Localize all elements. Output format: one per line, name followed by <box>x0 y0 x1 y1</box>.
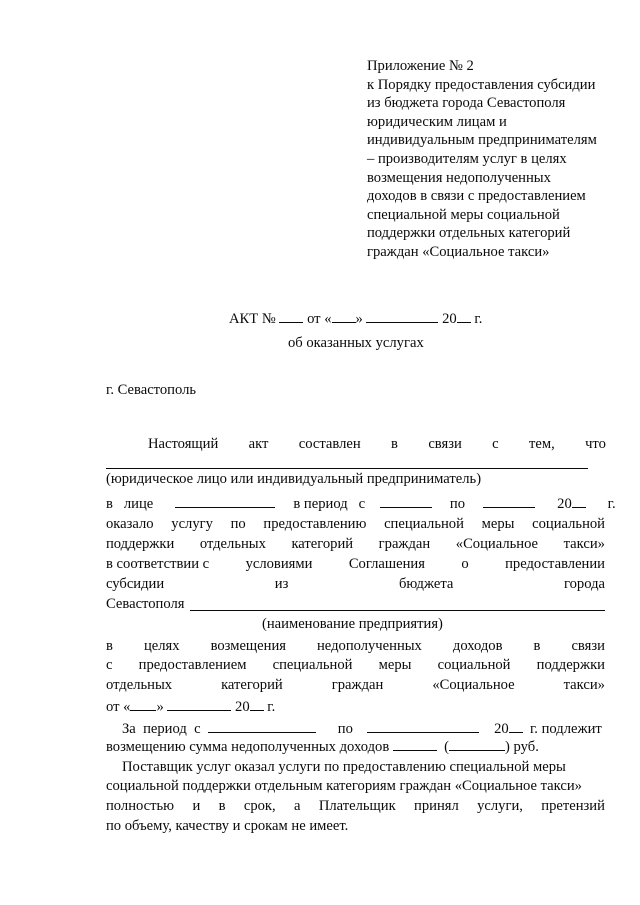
word: связи <box>571 638 605 654</box>
row-period <box>122 719 602 738</box>
period-from-blank <box>380 494 432 508</box>
word: в <box>106 496 113 512</box>
act-title-prefix: АКТ № <box>229 311 276 327</box>
row-provision <box>106 657 605 674</box>
row-subsidy <box>106 576 605 593</box>
word: субсидии <box>106 576 165 592</box>
word: в период <box>293 496 348 512</box>
appendix-line: Приложение № 2 <box>367 58 474 74</box>
word: 20 <box>235 699 250 715</box>
enterprise-label: (наименование предприятия) <box>262 616 443 632</box>
row-service <box>106 516 605 533</box>
word: бюджета <box>398 576 454 592</box>
word: города <box>563 576 605 592</box>
day-blank <box>130 697 156 711</box>
row-support <box>106 536 605 553</box>
entity-blank-line <box>106 468 588 469</box>
word: акт <box>248 436 269 452</box>
word: граждан <box>331 677 384 693</box>
refund-text: возмещению сумма недополученных доходов <box>106 739 390 755</box>
closing-line-3 <box>106 798 605 815</box>
closing-line-1: Поставщик услуг оказал услуги по предоставлению специальной меры <box>122 759 566 775</box>
word: категорий <box>221 677 283 693</box>
word: предоставлении <box>505 556 605 572</box>
appendix-line: возмещения недополученных <box>367 169 551 186</box>
act-year-blank <box>457 309 471 323</box>
word: «Социальное <box>432 677 515 693</box>
word: а <box>294 798 301 814</box>
act-title-year: 20 <box>442 311 457 327</box>
appendix-line: из бюджета города Севастополя <box>367 95 566 112</box>
act-title <box>229 309 482 328</box>
word: и <box>192 798 201 814</box>
appendix-block <box>367 57 629 262</box>
word: в соответствии с <box>106 556 210 572</box>
year-blank <box>509 719 523 733</box>
word: доходов <box>452 638 503 654</box>
word: меры <box>481 516 515 532</box>
word: срок, <box>243 798 276 814</box>
word: в <box>391 436 398 452</box>
act-month-blank <box>366 309 438 323</box>
appendix-line: специальной меры социальной <box>367 206 560 223</box>
row-aims <box>106 638 605 655</box>
act-title-from: от « <box>307 311 332 327</box>
word: связи <box>428 436 462 452</box>
word: целях <box>143 638 180 654</box>
word: условиями <box>245 556 313 572</box>
word: с <box>106 657 113 673</box>
word: принял <box>414 798 459 814</box>
word: специальной <box>384 516 464 532</box>
row-categories <box>106 677 605 694</box>
word: 20 <box>494 721 509 737</box>
word: услуги, <box>477 798 523 814</box>
word: Настоящий <box>148 436 219 452</box>
word: меры <box>378 657 412 673</box>
row-refund <box>106 737 539 756</box>
appendix-line: – производителям услуг в целях <box>367 150 567 167</box>
year-blank <box>250 697 264 711</box>
month-blank <box>167 697 231 711</box>
enterprise-blank-line <box>190 610 605 611</box>
appendix-line: граждан «Социальное такси» <box>367 243 550 260</box>
year-blank <box>572 494 586 508</box>
word: граждан <box>378 536 431 552</box>
row-face <box>106 494 616 513</box>
word: по <box>337 721 353 737</box>
word: поддержки <box>536 657 605 673</box>
word: по <box>230 516 246 532</box>
word: тем, <box>528 436 555 452</box>
word: отдельных <box>199 536 266 552</box>
word: подлежит <box>541 721 602 737</box>
word: лице <box>123 496 154 512</box>
intro-line <box>148 436 606 453</box>
word: Соглашения <box>348 556 425 572</box>
word: социальной <box>437 657 511 673</box>
word: ( <box>444 739 450 755</box>
word: в <box>533 638 541 654</box>
word: полностью <box>106 798 175 814</box>
word: г. <box>529 721 538 737</box>
word: ) руб. <box>505 739 539 755</box>
word: с <box>194 721 201 737</box>
word: социальной <box>532 516 605 532</box>
word: в <box>106 638 113 654</box>
act-title-quote: » <box>355 311 363 327</box>
city-name: г. Севастополь <box>106 382 197 398</box>
word: от « <box>106 699 131 715</box>
appendix-line: поддержки отдельных категорий <box>367 225 571 242</box>
word: такси» <box>563 677 605 693</box>
period-to-blank <box>367 719 479 733</box>
word: г. <box>267 699 276 715</box>
word: категорий <box>291 536 354 552</box>
word: За <box>122 721 136 737</box>
word: такси» <box>563 536 605 552</box>
entity-label: (юридическое лицо или индивидуальный предприниматель) <box>106 471 482 487</box>
act-day-blank <box>332 309 356 323</box>
word: претензий <box>541 798 605 814</box>
word: что <box>585 436 606 452</box>
representative-blank <box>175 494 275 508</box>
word: предоставлением <box>138 657 247 673</box>
word: «Социальное <box>455 536 539 552</box>
row-date <box>106 697 275 716</box>
period-from-blank <box>208 719 316 733</box>
word: специальной <box>272 657 353 673</box>
period-to-blank <box>483 494 535 508</box>
appendix-line: доходов в связи с предоставлением <box>367 188 586 205</box>
word: услугу <box>171 516 213 532</box>
appendix-line: индивидуальным предпринимателям <box>367 132 597 149</box>
word: с <box>358 496 366 512</box>
appendix-line: юридическим лицам и <box>367 113 507 130</box>
word: отдельных <box>106 677 173 693</box>
act-subtitle: об оказанных услугах <box>288 335 424 351</box>
appendix-line: к Порядку предоставления субсидии <box>367 76 596 93</box>
closing-line-4: по объему, качеству и срокам не имеет. <box>106 818 349 834</box>
word: » <box>156 699 164 715</box>
sum-words-blank <box>449 737 505 751</box>
word: поддержки <box>106 536 175 552</box>
sum-digits-blank <box>393 737 437 751</box>
word: о <box>461 556 469 572</box>
word: с <box>492 436 499 452</box>
word: составлен <box>298 436 361 452</box>
word: г. <box>607 496 616 512</box>
word: 20 <box>557 496 572 512</box>
row-accordance <box>106 556 605 573</box>
row-city: Севастополя <box>106 596 185 612</box>
word: период <box>143 721 187 737</box>
closing-line-2: социальной поддержки отдельным категориям граждан «Социальное такси» <box>106 778 582 794</box>
word: предоставлению <box>263 516 367 532</box>
word: оказало <box>106 516 154 532</box>
act-title-suffix: г. <box>474 311 483 327</box>
word: возмещения <box>210 638 286 654</box>
word: из <box>274 576 289 592</box>
word: в <box>218 798 226 814</box>
act-number-blank <box>279 309 303 323</box>
word: Плательщик <box>318 798 396 814</box>
word: по <box>449 496 466 512</box>
word: недополученных <box>317 638 422 654</box>
